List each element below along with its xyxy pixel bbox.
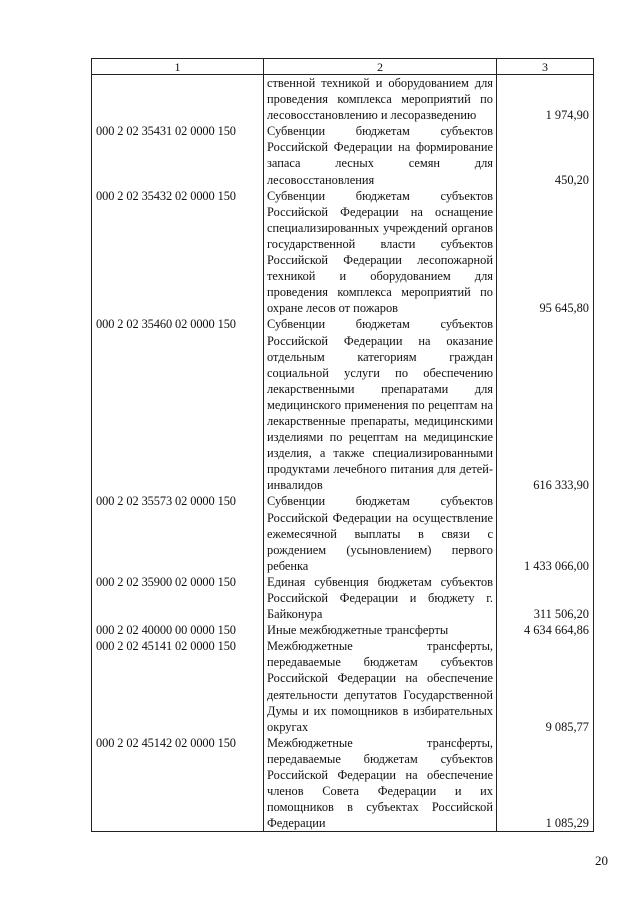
budget-description: Иные межбюджетные трансферты — [264, 622, 497, 638]
column-header-1: 1 — [92, 59, 264, 75]
budget-description: Межбюджетные трансферты, передаваемые бюджетам субъектов Российской Федерации на обеспечение деятельности депутатов Государственной Думы и их помощников в избирательных округах — [264, 638, 497, 735]
budget-description: Единая субвенция бюджетам субъектов Российской Федерации и бюджету г. Байконура — [264, 574, 497, 622]
budget-amount: 450,20 — [497, 123, 594, 187]
budget-amount: 311 506,20 — [497, 574, 594, 622]
column-header-3: 3 — [497, 59, 594, 75]
budget-description: Субвенции бюджетам субъектов Российской Федерации на формирование запаса лесных семян для лесовосстановления — [264, 123, 497, 187]
budget-amount: 616 333,90 — [497, 316, 594, 493]
budget-description: Субвенции бюджетам субъектов Российской Федерации на осуществление ежемесячной выплаты в связи с рождением (усыновлением) первого ребенка — [264, 493, 497, 573]
table-row — [92, 622, 594, 638]
table-row — [92, 735, 594, 832]
budget-code: 000 2 02 35573 02 0000 150 — [92, 493, 264, 573]
table-row — [92, 493, 594, 573]
budget-amount: 95 645,80 — [497, 188, 594, 317]
table-header — [92, 59, 594, 75]
budget-description: Субвенции бюджетам субъектов Российской Федерации на оказание отдельным категориям граждан социальной услуги по обеспечению лекарственными препаратами для медицинского применения по рецептам на лекарственные препараты, медицинскими изделиями по рецептам на медицинские изделия, а также специализированными продуктами лечебного питания для детей-инвалидов — [264, 316, 497, 493]
page-number: 20 — [595, 853, 608, 868]
budget-amount: 1 433 066,00 — [497, 493, 594, 573]
budget-code: 000 2 02 45142 02 0000 150 — [92, 735, 264, 832]
table-body — [92, 75, 594, 832]
budget-code: 000 2 02 35460 02 0000 150 — [92, 316, 264, 493]
budget-code: 000 2 02 45141 02 0000 150 — [92, 638, 264, 735]
budget-amount: 1 974,90 — [497, 75, 594, 124]
budget-description: Межбюджетные трансферты, передаваемые бюджетам субъектов Российской Федерации на обеспечение членов Совета Федерации и их помощников в субъектах Российской Федерации — [264, 735, 497, 832]
budget-amount: 1 085,29 — [497, 735, 594, 832]
table-row — [92, 316, 594, 493]
table-row — [92, 75, 594, 124]
budget-description: ственной техникой и оборудованием для проведения комплекса мероприятий по лесовосстановлению и лесоразведению — [264, 75, 497, 124]
table-row — [92, 574, 594, 622]
table-row — [92, 638, 594, 735]
budget-code: 000 2 02 35431 02 0000 150 — [92, 123, 264, 187]
budget-code: 000 2 02 40000 00 0000 150 — [92, 622, 264, 638]
table-row — [92, 123, 594, 187]
budget-description: Субвенции бюджетам субъектов Российской Федерации на оснащение специализированных учреждений органов государственной власти субъектов Российской Федерации лесопожарной техникой и оборудованием для проведения комплекса мероприятий по охране лесов от пожаров — [264, 188, 497, 317]
budget-table — [91, 58, 594, 832]
budget-code — [92, 75, 264, 124]
budget-amount: 9 085,77 — [497, 638, 594, 735]
budget-code: 000 2 02 35900 02 0000 150 — [92, 574, 264, 622]
table-row — [92, 188, 594, 317]
header-row — [92, 59, 594, 75]
budget-amount: 4 634 664,86 — [497, 622, 594, 638]
budget-code: 000 2 02 35432 02 0000 150 — [92, 188, 264, 317]
column-header-2: 2 — [264, 59, 497, 75]
